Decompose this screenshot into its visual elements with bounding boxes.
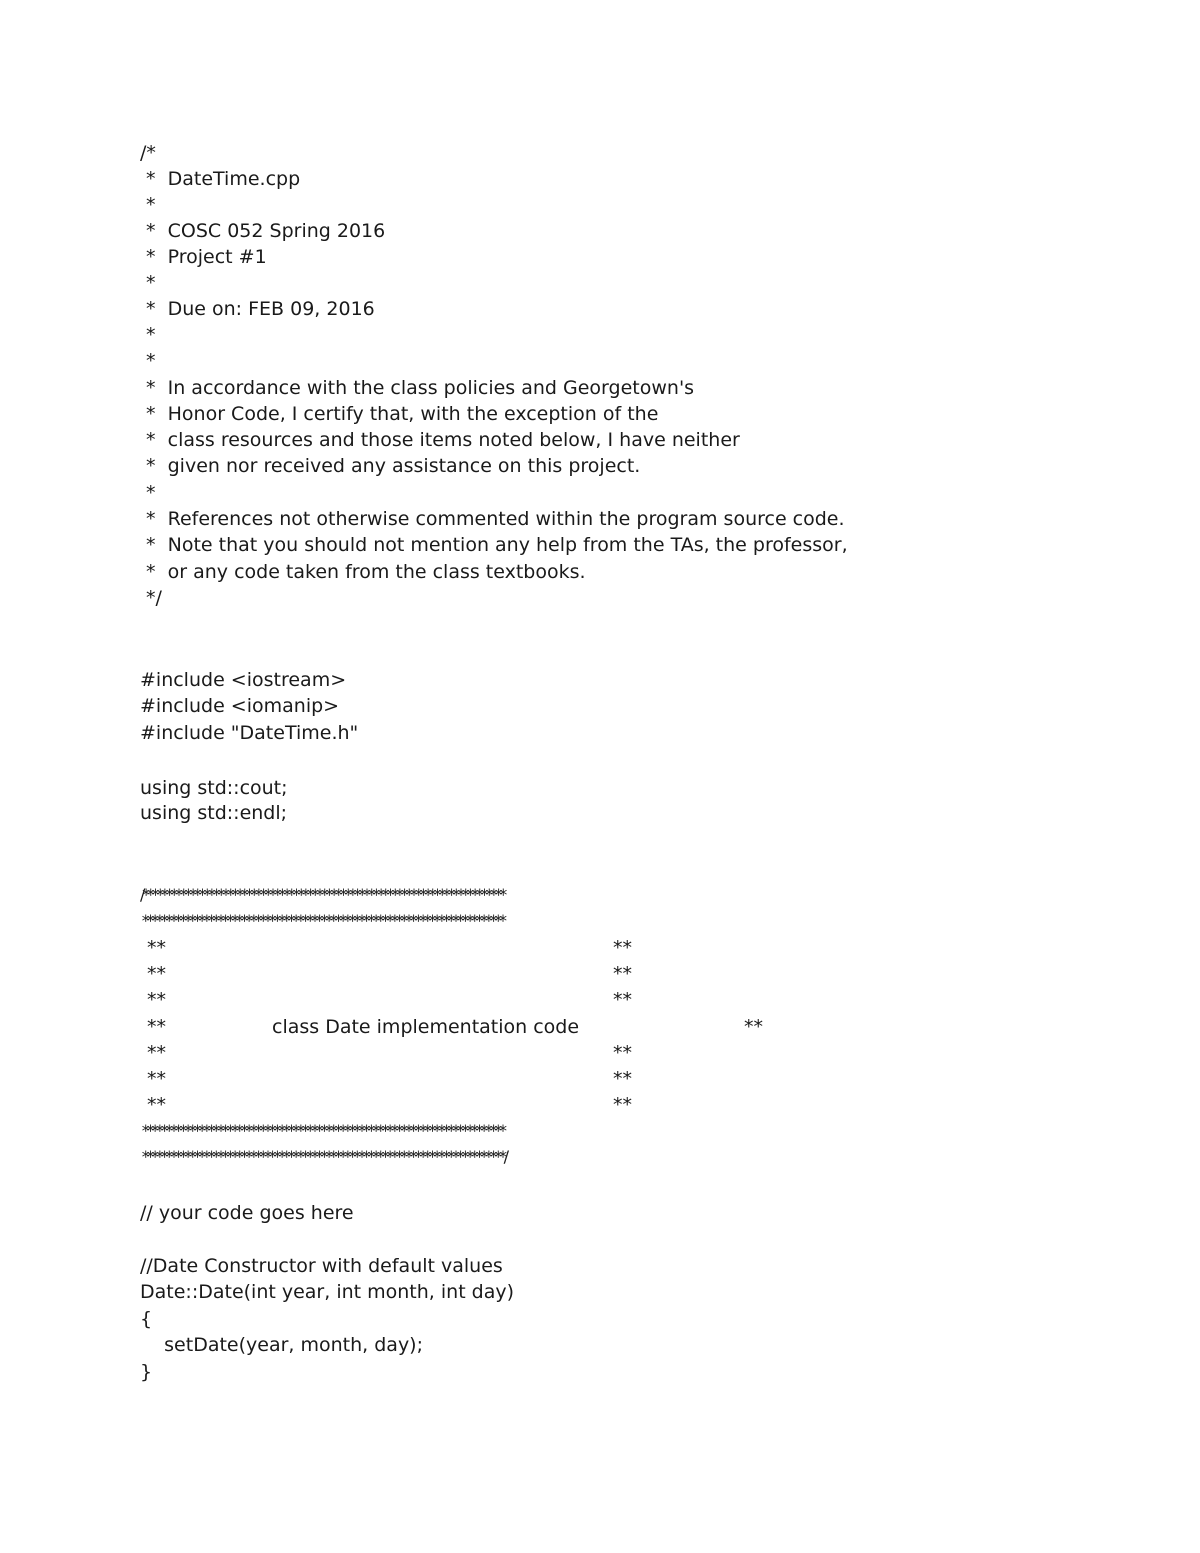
code-line: } (140, 1361, 153, 1383)
using-line: using std::cout; (140, 777, 288, 799)
banner-edge-right: ** (613, 1094, 632, 1116)
include-line: #include "DateTime.h" (140, 722, 359, 744)
banner-edge-right: ** (613, 1042, 632, 1064)
banner-edge-left: ** (147, 1068, 166, 1090)
include-line: #include <iomanip> (140, 695, 340, 717)
comment-line: * Honor Code, I certify that, with the exception of the (140, 403, 659, 425)
comment-line: * (140, 324, 156, 346)
code-comment: //Date Constructor with default values (140, 1255, 503, 1277)
banner-edge-right: ** (613, 989, 632, 1011)
code-line: { (140, 1308, 153, 1330)
include-line: #include <iostream> (140, 669, 347, 691)
comment-line: * or any code taken from the class textbooks. (140, 561, 586, 583)
comment-line: * DateTime.cpp (140, 168, 301, 190)
code-line: setDate(year, month, day); (140, 1334, 423, 1356)
banner-edge-right: ** (613, 963, 632, 985)
comment-line: * References not otherwise commented within the program source code. (140, 508, 845, 530)
comment-line: * (140, 272, 156, 294)
comment-line: * Due on: FEB 09, 2016 (140, 298, 375, 320)
code-line: Date::Date(int year, int month, int day) (140, 1281, 515, 1303)
using-line: using std::endl; (140, 802, 288, 824)
comment-line: * Note that you should not mention any help from the TAs, the professor, (140, 534, 848, 556)
banner-edge-right: ** (613, 1068, 632, 1090)
code-comment: // your code goes here (140, 1202, 354, 1224)
banner-title: class Date implementation code (272, 1016, 580, 1038)
comment-line: * Project #1 (140, 246, 267, 268)
comment-line: * (140, 482, 156, 504)
comment-line: * COSC 052 Spring 2016 (140, 220, 386, 242)
comment-line: * In accordance with the class policies and Georgetown's (140, 377, 695, 399)
comment-line: * class resources and those items noted below, I have neither (140, 429, 740, 451)
banner-border-bottom: ***************************************************************************** (140, 1121, 504, 1140)
banner-edge-right: ** (613, 937, 632, 959)
banner-edge-left: ** (147, 1042, 166, 1064)
comment-line: * (140, 350, 156, 372)
comment-line: * given nor received any assistance on this project. (140, 455, 641, 477)
banner-edge-left: ** (147, 963, 166, 985)
banner-edge-left: ** (147, 989, 166, 1011)
banner-edge-left: ** (147, 1094, 166, 1116)
banner-border-top: /***************************************************************************** (140, 885, 504, 904)
banner-edge-left: ** (147, 937, 166, 959)
banner-edge-right: ** (744, 1016, 763, 1038)
banner-border-bottom: *****************************************************************************/ (140, 1147, 506, 1166)
banner-border-top: ***************************************************************************** (140, 911, 504, 930)
comment-line: * (140, 194, 156, 216)
comment-line: */ (140, 587, 162, 609)
banner-edge-left: ** (147, 1016, 166, 1038)
comment-line: /* (140, 142, 156, 164)
